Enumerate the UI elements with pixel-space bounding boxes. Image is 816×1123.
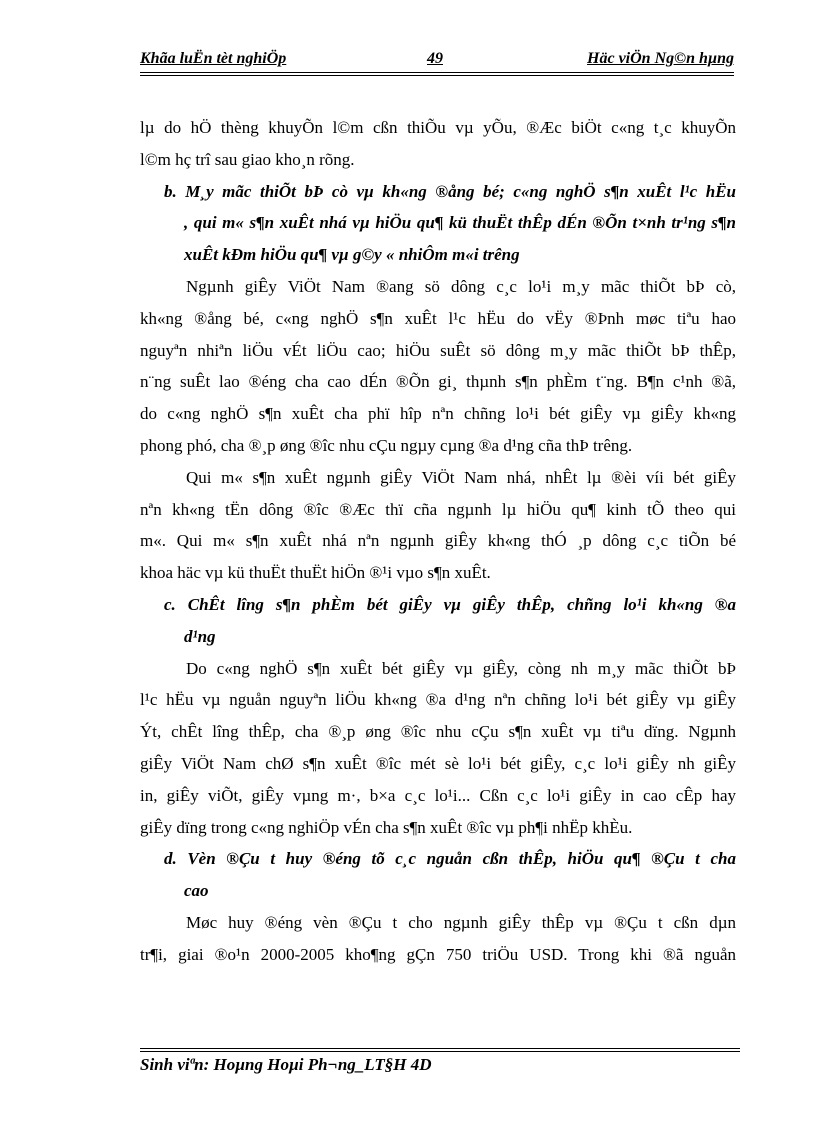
- body-line: n¨ng suÊt lao ®éng cha cao dÉn ®Õn gi¸ thµnh s¶n phÈm t¨ng. B¶n c¹nh ®ã,: [140, 372, 736, 392]
- paragraph-first-line: Møc huy ®éng vèn ®Çu t cho ngµnh giÊy thÊp vµ ®Çu t cßn dµn: [186, 912, 736, 932]
- body-line: phong phó, cha ®¸p øng ®îc nhu cÇu ngµy cµng ®a d¹ng cña thÞ trêng.: [140, 435, 633, 455]
- header-institution: Häc viÖn Ng©n hµng: [587, 50, 734, 67]
- header-thesis-title: Khãa luËn tèt nghiÖp: [140, 50, 287, 67]
- body-line: Ýt, chÊt lîng thÊp, cha ®¸p øng ®îc nhu cÇu s¶n xuÊt vµ tiªu dïng. Ngµnh: [140, 722, 736, 742]
- body-line: m«. Qui m« s¶n xuÊt nhá nªn ngµnh giÊy kh«ng thÓ ¸p dông c¸c tiÕn bé: [140, 531, 736, 551]
- header-page-number: 49: [427, 50, 443, 67]
- body-line: do c«ng nghÖ s¶n xuÊt cha phï hîp nªn chñng lo¹i bét giÊy vµ giÊy kh«ng: [140, 404, 736, 424]
- body-line: giÊy dïng trong c«ng nghiÖp vÉn cha s¶n xuÊt ®îc vµ ph¶i nhËp khÈu.: [140, 817, 633, 837]
- body-line: nguyªn nhiªn liÖu vÉt liÖu cao; hiÖu suÊt sö dông m¸y mãc thiÕt bÞ thÊp,: [140, 340, 736, 360]
- page-header: [140, 50, 734, 72]
- body-line: nªn kh«ng tËn dông ®îc ®Æc thï cña ngµnh lµ hiÖu qu¶ kinh tÕ theo qui: [140, 499, 736, 519]
- paragraph-first-line: Ngµnh giÊy ViÖt Nam ®ang sö dông c¸c lo¹i m¸y mãc thiÕt bÞ cò,: [186, 276, 736, 296]
- body-line: giÊy ViÖt Nam chØ s¶n xuÊt ®îc mét sè lo¹i bét giÊy, c¸c lo¹i giÊy nh giÊy: [140, 753, 736, 773]
- footer-rule-bottom: [140, 1051, 740, 1052]
- section-heading: d. Vèn ®Çu t huy ®éng tõ c¸c nguån cßn thÊp, hiÖu qu¶ ®Çu t cha: [164, 849, 736, 869]
- body-line: l¹c hËu vµ nguån nguyªn liÖu kh«ng ®a d¹ng nªn chñng lo¹i bét giÊy vµ giÊy: [140, 690, 736, 710]
- section-heading-cont: , qui m« s¶n xuÊt nhá vµ hiÖu qu¶ kü thuËt thÊp dÉn ®Õn t×nh tr¹ng s¶n: [184, 213, 736, 233]
- body-line: in, giÊy viÕt, giÊy vµng m·, b×a c¸c lo¹i... Cßn c¸c lo¹i giÊy in cao cÊp hay: [140, 785, 736, 805]
- footer-student-name: Sinh viªn: Hoµng Hoµi Ph¬ng_LT§H 4D: [140, 1055, 432, 1074]
- section-heading: b. M¸y mãc thiÕt bÞ cò vµ kh«ng ®ång bé; c«ng nghÖ s¶n xuÊt l¹c hËu: [164, 181, 736, 201]
- section-heading-cont: cao: [184, 881, 209, 901]
- body-line: tr¶i, giai ®o¹n 2000-2005 kho¶ng gÇn 750 triÖu USD. Trong khi ®ã nguån: [140, 944, 736, 964]
- body-line: l©m hç trî sau giao kho¸n rõng.: [140, 149, 355, 169]
- body-line: lµ do hÖ thèng khuyÕn l©m cßn thiÕu vµ yÕu, ®Æc biÖt c«ng t¸c khuyÕn: [140, 118, 736, 137]
- header-rule-top: [140, 72, 734, 73]
- body-line: kh«ng ®ång bé, c«ng nghÖ s¶n xuÊt l¹c hËu do vËy ®Þnh møc tiªu hao: [140, 308, 736, 328]
- paragraph-first-line: Do c«ng nghÖ s¶n xuÊt bét giÊy vµ giÊy, còng nh m¸y mãc thiÕt bÞ: [186, 658, 736, 678]
- body-line: khoa häc vµ kü thuËt thuËt hiÖn ®¹i vµo s¶n xuÊt.: [140, 563, 491, 583]
- header-rule-bottom: [140, 75, 734, 76]
- footer-rule-top: [140, 1048, 740, 1049]
- section-heading-cont: xuÊt kÐm hiÖu qu¶ vµ g©y « nhiÔm m«i trêng: [184, 245, 520, 265]
- section-heading: c. ChÊt lîng s¶n phÈm bét giÊy vµ giÊy thÊp, chñng lo¹i kh«ng ®a: [164, 594, 736, 614]
- document-body: [140, 112, 736, 971]
- paragraph-first-line: Qui m« s¶n xuÊt ngµnh giÊy ViÖt Nam nhá, nhÊt lµ ®èi víi bét giÊy: [186, 467, 736, 487]
- section-heading-cont: d¹ng: [184, 626, 216, 646]
